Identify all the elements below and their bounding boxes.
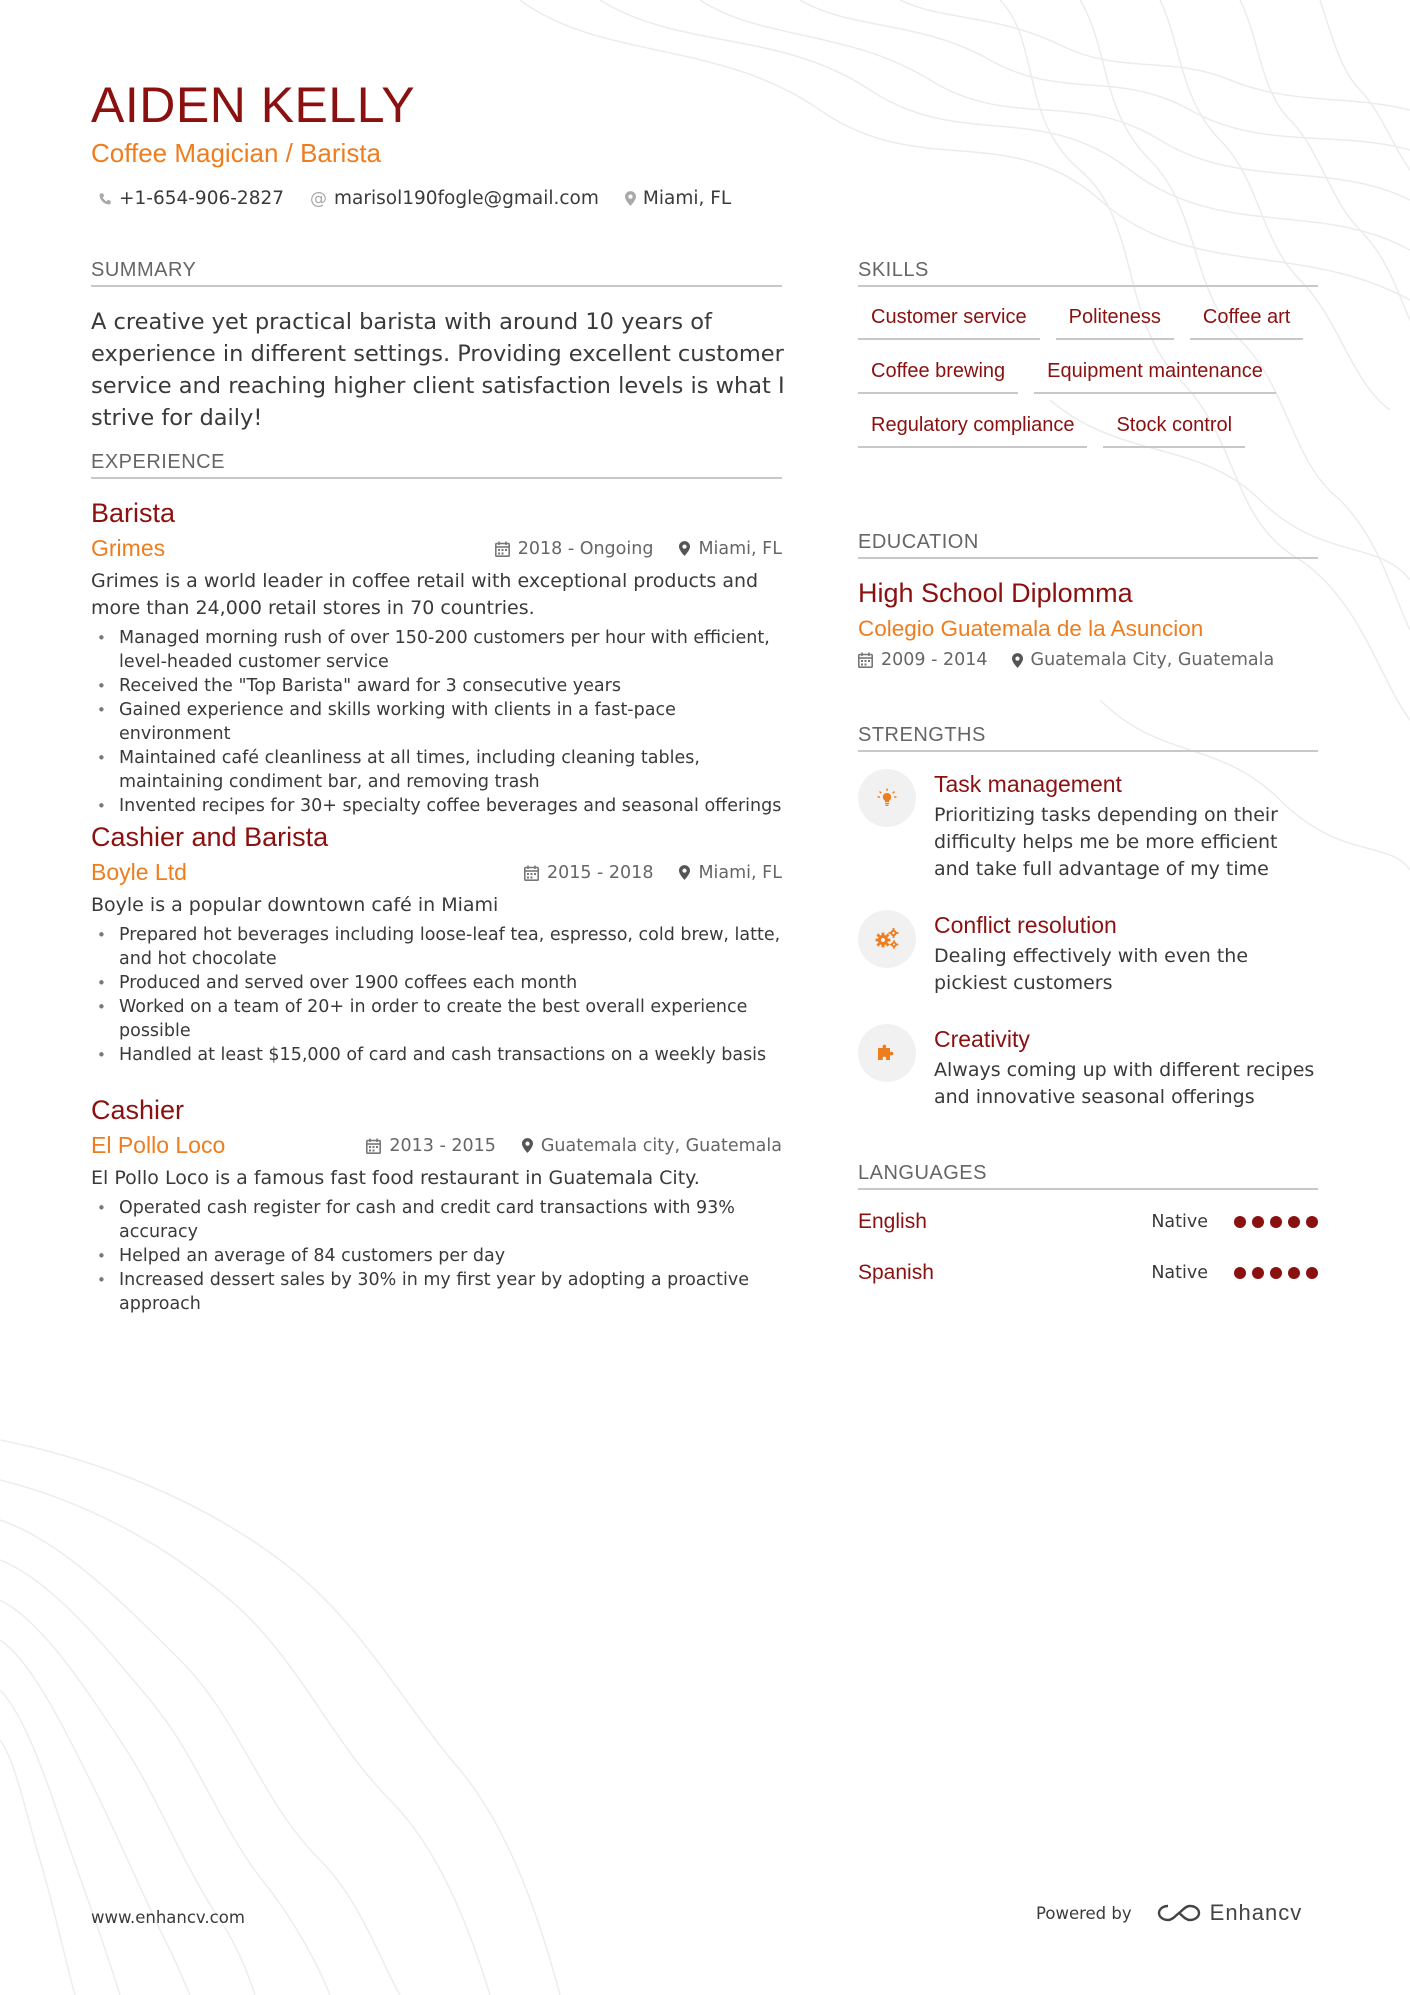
job-title: Cashier [91, 1095, 185, 1125]
degree-title: High School Diplomma [858, 578, 1133, 608]
education-meta [858, 650, 1318, 670]
contact-bar [98, 188, 757, 209]
bullet-item: • Invented recipes for 30+ specialty coffee beverages and seasonal offerings [91, 794, 782, 818]
location-pin-icon [679, 541, 690, 556]
rating-dot [1306, 1267, 1318, 1279]
calendar-icon [524, 865, 539, 881]
email-contact[interactable] [310, 188, 599, 209]
education-location: Guatemala City, Guatemala [1030, 650, 1275, 670]
candidate-role: Coffee Magician / Barista [91, 138, 381, 168]
strength-title: Task management [934, 771, 1122, 797]
experience-entry [91, 1095, 782, 1316]
puzzle-icon [858, 1024, 916, 1082]
languages-heading: LANGUAGES [858, 1162, 1318, 1190]
company-name: El Pollo Loco [91, 1132, 226, 1158]
gears-icon [858, 910, 916, 968]
at-icon: @ [310, 188, 328, 209]
skill-tag: Customer service [858, 306, 1040, 340]
skill-tag: Coffee art [1190, 306, 1303, 340]
rating-dot [1234, 1267, 1246, 1279]
brand-logo [1156, 1900, 1303, 1926]
strength-item [858, 912, 1318, 997]
bullet-item: • Gained experience and skills working with clients in a fast-pace environment [91, 698, 782, 746]
job-bullets [91, 626, 782, 818]
footer-brand[interactable] [1036, 1900, 1302, 1926]
job-dates: 2018 - Ongoing [517, 538, 654, 559]
bullet-item: • Increased dessert sales by 30% in my first year by adopting a proactive approach [91, 1268, 782, 1316]
strengths-heading: STRENGTHS [858, 724, 1318, 752]
job-meta [498, 863, 782, 883]
skill-tag: Politeness [1056, 306, 1174, 340]
bullet-item: • Prepared hot beverages including loose-leaf tea, espresso, cold brew, latte, and hot chocolate [91, 923, 782, 971]
job-location: Miami, FL [698, 538, 782, 559]
calendar-icon [858, 652, 873, 668]
bullet-item: • Produced and served over 1900 coffees each month [91, 971, 782, 995]
education-entry [858, 578, 1318, 670]
footer-website[interactable]: www.enhancv.com [91, 1908, 245, 1927]
bullet-item: • Helped an average of 84 customers per day [91, 1244, 782, 1268]
skill-tag: Regulatory compliance [858, 414, 1087, 448]
phone-icon [98, 192, 112, 206]
bullet-item: • Worked on a team of 20+ in order to create the best overall experience possible [91, 995, 782, 1043]
email-text: marisol190fogle@gmail.com [334, 188, 599, 209]
experience-entry [91, 822, 782, 1067]
company-name: Boyle Ltd [91, 859, 187, 885]
job-bullets [91, 923, 782, 1067]
brand-name: Enhancv [1209, 1900, 1303, 1925]
phone-contact[interactable] [98, 188, 284, 209]
rating-dot [1270, 1267, 1282, 1279]
strength-description: Prioritizing tasks depending on their difficulty helps me be more efficient and take full advantage of my time [934, 804, 1278, 880]
bullet-item: • Received the "Top Barista" award for 3 consecutive years [91, 674, 782, 698]
experience-entry [91, 498, 782, 818]
language-rating [1228, 1267, 1318, 1279]
location-pin-icon [522, 1138, 533, 1153]
company-name: Grimes [91, 535, 166, 561]
location-pin-icon [625, 191, 636, 206]
strength-title: Conflict resolution [934, 912, 1117, 938]
skills-list [858, 306, 1318, 468]
language-name: English [858, 1210, 927, 1233]
job-meta [340, 1136, 782, 1156]
candidate-name: AIDEN KELLY [91, 77, 416, 133]
summary-heading: SUMMARY [91, 259, 782, 287]
summary-text: A creative yet practical barista with around 10 years of experience in different settings. Providing excellent customer service and reaching higher client satisfaction levels is what I strive for daily! [91, 309, 785, 431]
bullet-item: • Handled at least $15,000 of card and cash transactions on a weekly basis [91, 1043, 782, 1067]
rating-dot [1288, 1267, 1300, 1279]
location-contact [625, 188, 731, 209]
skill-tag: Equipment maintenance [1034, 360, 1276, 394]
education-heading: EDUCATION [858, 531, 1318, 559]
language-item [858, 1210, 1318, 1234]
skill-tag: Coffee brewing [858, 360, 1018, 394]
strength-description: Always coming up with different recipes and innovative seasonal offerings [934, 1059, 1315, 1108]
calendar-icon [495, 541, 510, 557]
language-item [858, 1261, 1318, 1285]
job-description: Boyle is a popular downtown café in Miami [91, 894, 499, 916]
job-dates: 2015 - 2018 [546, 862, 654, 883]
language-name: Spanish [858, 1261, 934, 1284]
skills-heading: SKILLS [858, 259, 1318, 287]
job-description: Grimes is a world leader in coffee retail with exceptional products and more than 24,000 retail stores in 70 countries. [91, 570, 759, 619]
school-name: Colegio Guatemala de la Asuncion [858, 616, 1204, 641]
powered-by-text: Powered by [1036, 1903, 1132, 1923]
rating-dot [1306, 1216, 1318, 1228]
language-level: Native [1151, 1263, 1208, 1283]
experience-heading: EXPERIENCE [91, 451, 782, 479]
bullet-item: • Maintained café cleanliness at all times, including cleaning tables, maintaining condiment bar, and removing trash [91, 746, 782, 794]
rating-dot [1252, 1267, 1264, 1279]
location-text: Miami, FL [642, 188, 732, 209]
strength-item [858, 771, 1318, 883]
phone-text: +1-654-906-2827 [119, 188, 285, 209]
bullet-item: • Operated cash register for cash and credit card transactions with 93% accuracy [91, 1196, 782, 1244]
strength-description: Dealing effectively with even the pickiest customers [934, 945, 1249, 994]
rating-dot [1288, 1216, 1300, 1228]
lightbulb-icon [858, 769, 916, 827]
job-location: Miami, FL [698, 862, 782, 883]
education-dates: 2009 - 2014 [881, 650, 988, 670]
job-description: El Pollo Loco is a famous fast food restaurant in Guatemala City. [91, 1167, 700, 1189]
enhancv-logo-icon [1156, 1902, 1202, 1924]
job-bullets [91, 1196, 782, 1316]
job-title: Cashier and Barista [91, 822, 329, 852]
bullet-item: • Managed morning rush of over 150-200 customers per hour with efficient, level-headed customer service [91, 626, 782, 674]
job-location: Guatemala city, Guatemala [540, 1135, 782, 1156]
location-pin-icon [679, 865, 690, 880]
rating-dot [1270, 1216, 1282, 1228]
calendar-icon [366, 1138, 381, 1154]
strength-title: Creativity [934, 1026, 1030, 1052]
language-rating [1228, 1216, 1318, 1228]
location-pin-icon [1012, 653, 1023, 668]
skill-tag: Stock control [1103, 414, 1245, 448]
language-level: Native [1151, 1212, 1208, 1232]
job-meta [469, 539, 782, 559]
job-title: Barista [91, 498, 176, 528]
strength-item [858, 1026, 1318, 1111]
rating-dot [1252, 1216, 1264, 1228]
rating-dot [1234, 1216, 1246, 1228]
job-dates: 2013 - 2015 [389, 1135, 496, 1156]
